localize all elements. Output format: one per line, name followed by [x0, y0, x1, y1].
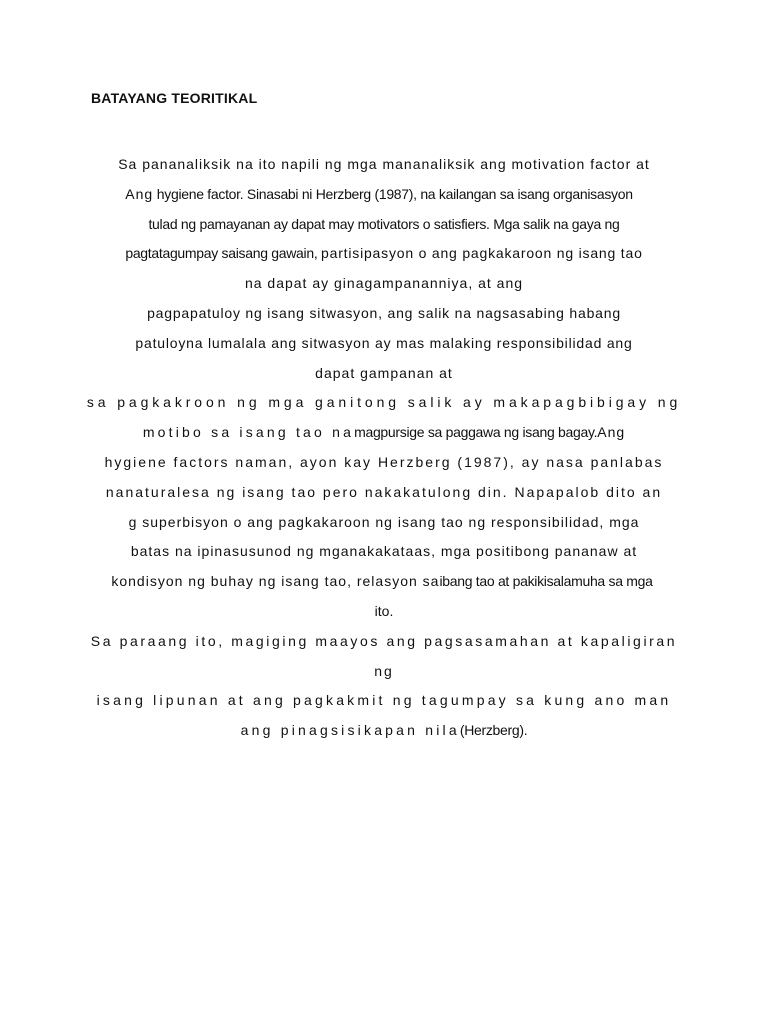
text-line	[60, 388, 708, 418]
text-span: Sa pananaliksik na ito napili ng mga mananaliksik ang motivation factor at	[118, 156, 650, 172]
text-line	[60, 657, 708, 687]
text-line	[60, 537, 708, 567]
text-line	[60, 299, 708, 329]
text-line	[60, 448, 708, 478]
text-span: ito.	[374, 602, 394, 619]
text-span: pagtatagumpay saisang gawain,	[125, 245, 322, 262]
text-span: ibang tao at pakikisalamuha sa mga	[439, 573, 653, 590]
text-span: sa pagkakroon ng mga ganitong salik ay makapagbibigay ng	[86, 394, 682, 411]
text-line	[60, 269, 708, 299]
text-span: patuloyna lumalala ang sitwasyon ay mas malaking responsibilidad ang	[135, 334, 633, 351]
text-span: tulad ng pamayanan ay dapat may motivators o satisfiers. Mga salik na gaya ng	[148, 215, 620, 232]
text-line	[60, 597, 708, 627]
text-span: Sa paraang ito, magiging maayos ang pagsasamahan at kapaligiran	[90, 632, 678, 649]
text-line	[60, 210, 708, 240]
text-span: hygiene factors naman, ayon kay Herzberg (1987), ay nasa panlabas	[104, 453, 664, 470]
heading-batayang-teoritikal: BATAYANG TEORITIKAL	[91, 90, 258, 106]
text-span: Ang	[125, 185, 154, 202]
text-line	[60, 508, 708, 538]
text-span: batas na ipinasusunod ng mganakakataas, mga positibong pananaw at	[130, 543, 638, 560]
text-line	[60, 359, 708, 389]
text-line	[56, 567, 708, 597]
text-line	[60, 627, 708, 657]
text-line	[60, 478, 708, 508]
text-line	[60, 716, 708, 746]
text-line	[60, 686, 708, 716]
text-span: kondisyon ng buhay ng isang tao, relasyon sa	[111, 573, 440, 590]
text-line	[60, 418, 708, 448]
text-span: hygiene factor. Sinasabi ni Herzberg (1987), na kailangan sa isang organisasyon	[153, 185, 633, 202]
text-span: Ang	[597, 424, 626, 441]
text-line	[60, 239, 708, 269]
text-line	[60, 329, 708, 359]
text-span: nanaturalesa ng isang tao pero nakakatulong din. Napapalob dito an	[105, 483, 663, 500]
text-line	[50, 180, 708, 210]
text-span: partisipasyon o ang pagkakaroon ng isang tao	[321, 245, 643, 262]
text-span: ang pinagsisikapan nila	[240, 722, 460, 739]
body-paragraphs	[60, 150, 708, 746]
text-span: g superbisyon o ang pagkakaroon ng isang tao ng responsibilidad, mga	[128, 513, 640, 530]
text-span: ng	[374, 662, 394, 679]
text-span: motibo sa isang tao na	[142, 424, 355, 441]
text-span: na dapat ay ginagampananniya, at ang	[244, 275, 524, 292]
text-span: pagpapatuloy ng isang sitwasyon, ang salik na nagsasabing habang	[147, 304, 621, 321]
text-span: dapat gampanan at	[315, 364, 453, 381]
text-span: magpursige sa paggawa ng isang bagay.	[354, 424, 598, 441]
text-line	[60, 150, 708, 180]
text-span: isang lipunan at ang pagkakmit ng tagumpay sa kung ano man	[96, 692, 672, 709]
text-span: (Herzberg).	[459, 722, 528, 739]
